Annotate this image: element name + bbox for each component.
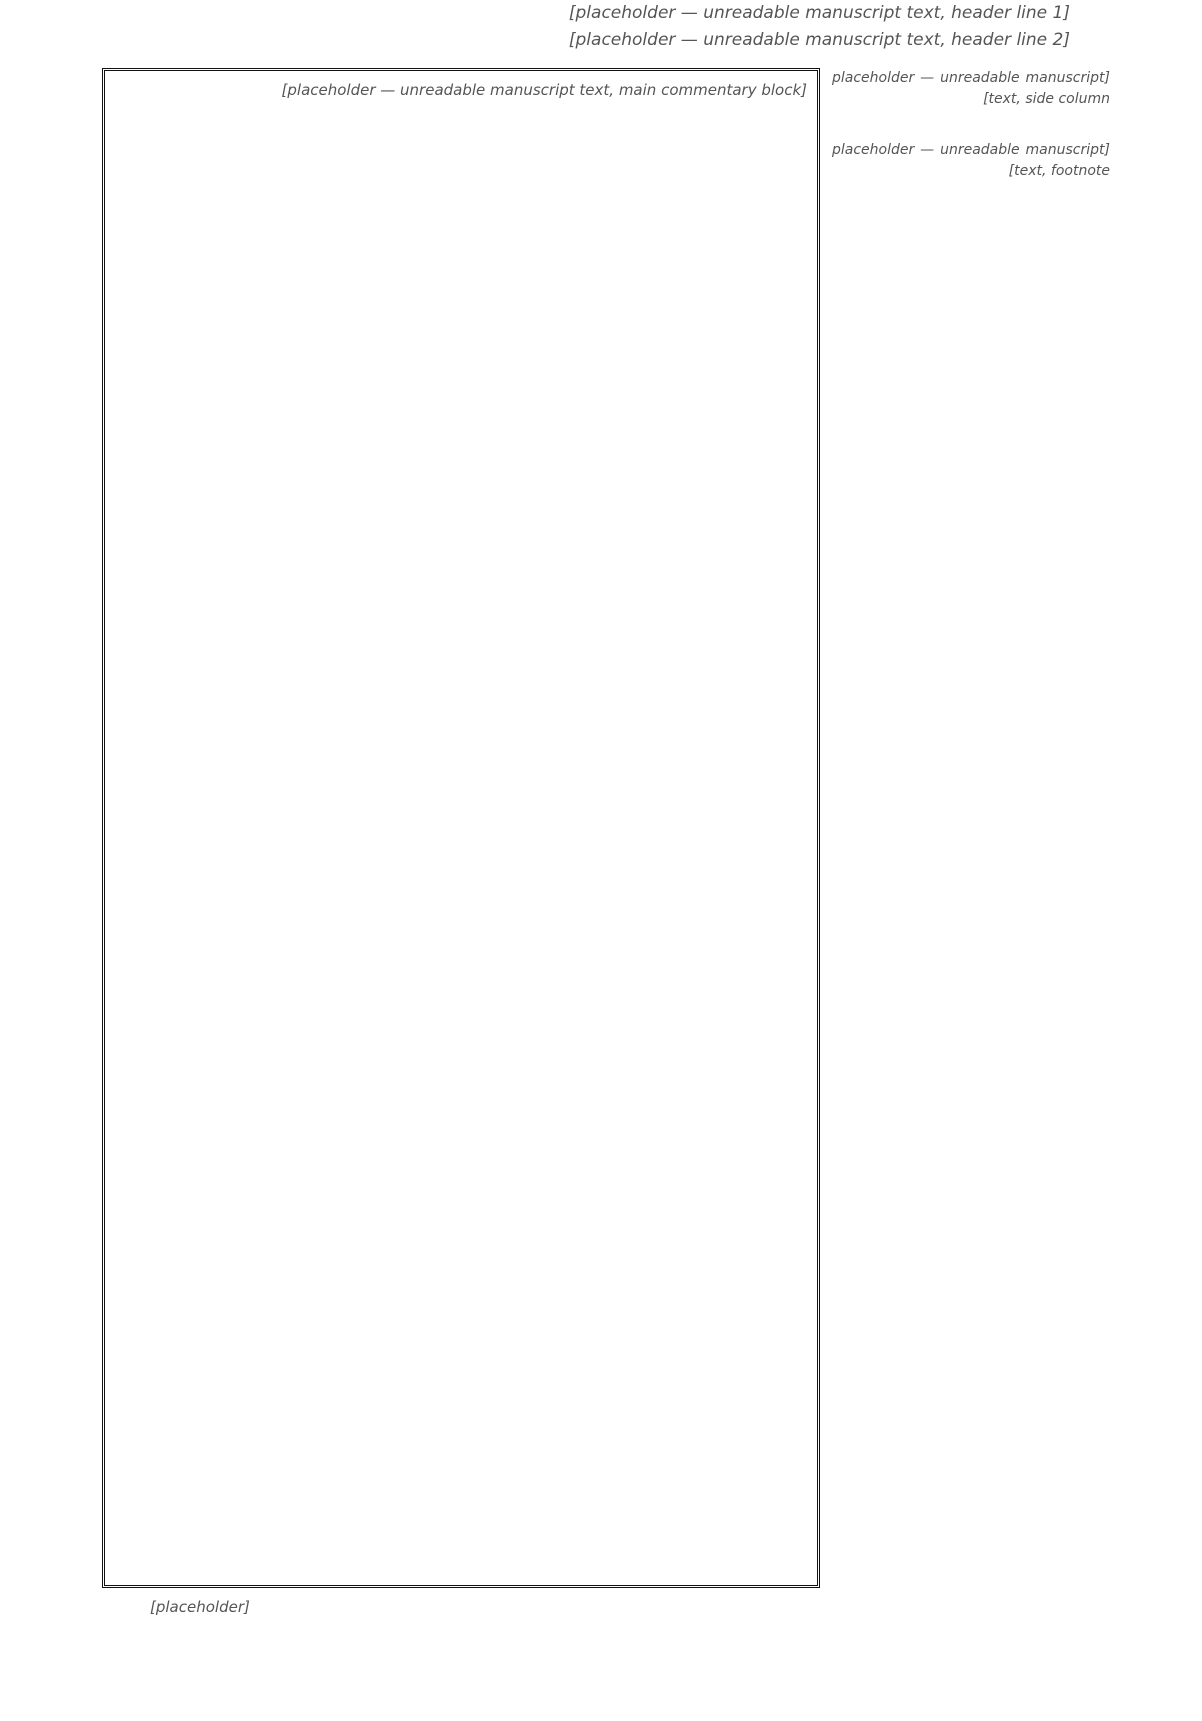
main-commentary-text: [placeholder — unreadable manuscript text, main commentary block]	[281, 81, 807, 99]
header-line-2: [placeholder — unreadable manuscript text, header line 2]	[568, 30, 1070, 50]
side-text: [placeholder — unreadable manuscript text, side column]	[832, 70, 1110, 107]
page-header	[120, 0, 1070, 64]
main-commentary-frame	[102, 68, 820, 1588]
catchword: [placeholder]	[150, 1598, 250, 1616]
footnote: [placeholder — unreadable manuscript text, footnote]	[832, 142, 1110, 179]
header-line-1: [placeholder — unreadable manuscript text, header line 1]	[568, 3, 1070, 23]
side-column	[832, 68, 1110, 1468]
